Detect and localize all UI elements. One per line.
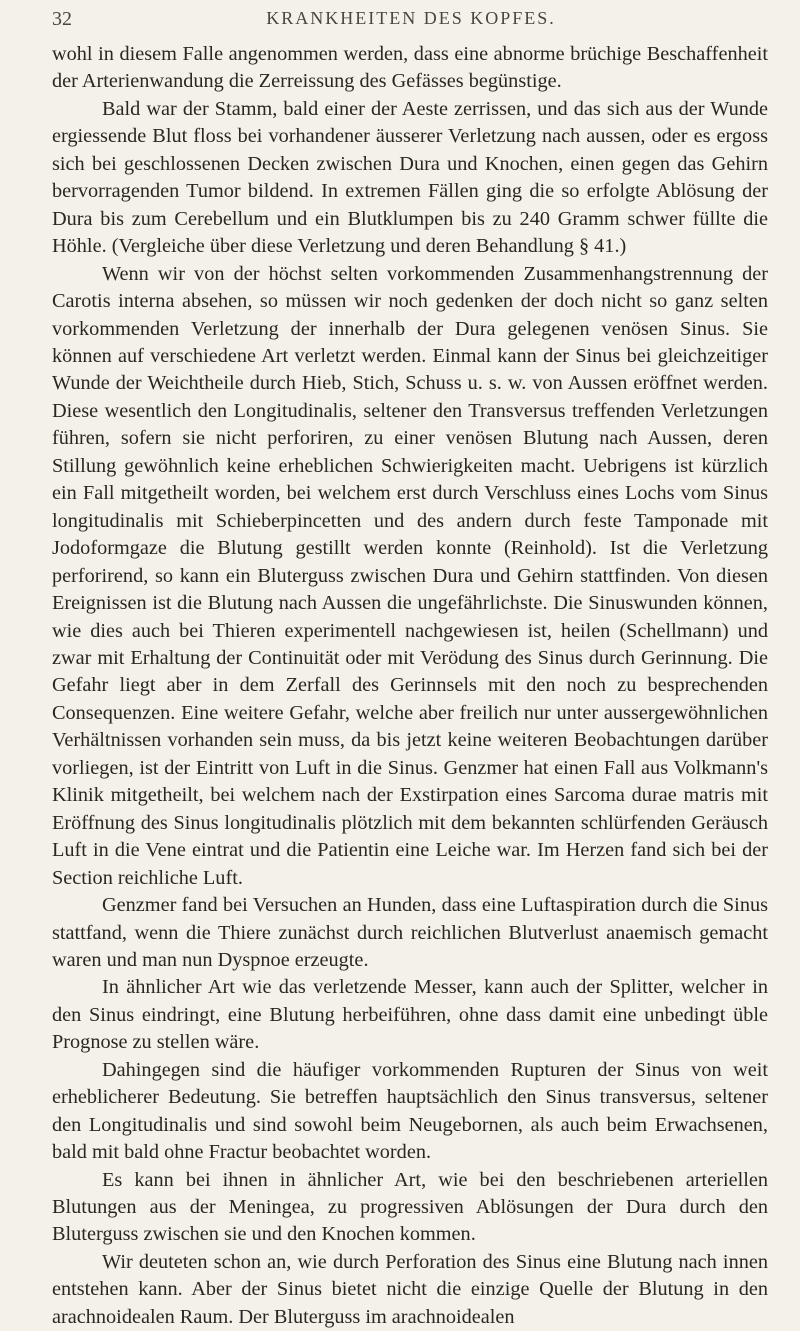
paragraph: Dahingegen sind die häufiger vorkommenden Rupturen der Sinus von weit erheblicherer Bedeutung. Sie betreffen hauptsächlich den Sinus transversus, seltener den Longitudinalis und sind sowohl beim Neugebornen, als auch beim Erwachsenen, bald mit bald ohne Fractur beobachtet worden. (52, 1058, 768, 1164)
page-header (52, 8, 770, 34)
paragraph: Es kann bei ihnen in ähnlicher Art, wie bei den beschriebenen arteriellen Blutungen aus der Meningea, zu progressiven Ablösungen der Dura durch den Bluterguss zwischen sie und den Knochen kommen. (52, 1168, 768, 1246)
page-number: 32 (52, 8, 72, 30)
paragraph: Wir deuteten schon an, wie durch Perforation des Sinus eine Blutung nach innen entstehen kann. Aber der Sinus bietet nicht die einzige Quelle der Blutung in den arachnoidealen Raum. Der Bluterguss im arachnoidealen (52, 1250, 768, 1328)
paragraph: Bald war der Stamm, bald einer der Aeste zerrissen, und das sich aus der Wunde ergiessende Blut floss bei vorhandener äusserer Verletzung nach aussen, oder es ergoss sich bei geschlossenen Decken zwischen Dura und Knochen, einen gegen das Gehirn bervorragenden Tumor bildend. In extremen Fällen ging die so erfolgte Ablösung der Dura bis zum Cerebellum und ein Blutklumpen bis zu 240 Gramm schwer füllte die Höhle. (Vergleiche über diese Verletzung und deren Behandlung § 41.) (52, 97, 768, 258)
paragraph: Genzmer fand bei Versuchen an Hunden, dass eine Luftaspiration durch die Sinus stattfand, wenn die Thiere zunächst durch reichlichen Blutverlust anaemisch gemacht waren und man nun Dyspnoe erzeugte. (52, 894, 768, 971)
paragraph-continuation: wohl in diesem Falle angenommen werden, dass eine abnorme brüchige Beschaffenheit der Arterienwandung die Zerreissung des Gefässes begünstige. (52, 43, 768, 93)
running-title: KRANKHEITEN DES KOPFES. (266, 8, 556, 28)
paragraph: In ähnlicher Art wie das verletzende Messer, kann auch der Splitter, welcher in den Sinus eindringt, eine Blutung herbeiführen, ohne dass damit eine unbedingt üble Prognose zu stellen wäre. (52, 976, 768, 1054)
paragraph: Wenn wir von der höchst selten vorkommenden Zusammenhangstrennung der Carotis interna absehen, so müssen wir noch gedenken der doch nicht so ganz selten vorkommenden Verletzung der innerhalb der Dura gelegenen venösen Sinus. Sie können auf verschiedene Art verletzt werden. Einmal kann der Sinus bei gleichzeitiger Wunde der Weichtheile durch Hieb, Stich, Schuss u. s. w. von Aussen eröffnet werden. Diese wesentlich den Longitudinalis, seltener den Transversus treffenden Verletzungen führen, sofern sie nicht perforiren, zu einer venösen Blutung nach Aussen, deren Stillung gewöhnlich keine erheblichen Schwierigkeiten macht. Uebrigens ist kürzlich ein Fall mitgetheilt worden, bei welchem erst durch Verschluss eines Lochs vom Sinus longitudinalis mit Schieberpincetten und des andern durch feste Tamponade mit Jodoformgaze die Blutung gestillt werden konnte (Reinhold). Ist die Verletzung perforirend, so kann ein Bluterguss zwischen Dura und Gehirn stattfinden. Von diesen Ereignissen ist die Blutung nach Aussen die ungefährlichste. Die Sinuswunden können, wie dies auch bei Thieren experimentell nachgewiesen ist, heilen (Schellmann) und zwar mit Erhaltung der Continuität oder mit Verödung des Sinus durch Gerinnung. Die Gefahr liegt aber in dem Zerfall des Gerinnsels mit den noch zu besprechenden Consequenzen. Eine weitere Gefahr, welche aber freilich nur unter aussergewöhnlichen Verhältnissen vorhanden sein muss, da bis jetzt keine weiteren Beobachtungen darüber vorliegen, ist der Eintritt von Luft in die Sinus. Genzmer hat einen Fall aus Volkmann's Klinik mitgetheilt, bei welchem nach der Exstirpation eines Sarcoma durae matris mit Eröffnung des Sinus longitudinalis plötzlich mit dem bekannten schlürfenden Geräusch Luft in die Vene eintrat und die Patientin eine Leiche war. Im Herzen fand sich bei der Section reichliche Luft. (52, 262, 768, 889)
body-text (52, 41, 768, 1331)
